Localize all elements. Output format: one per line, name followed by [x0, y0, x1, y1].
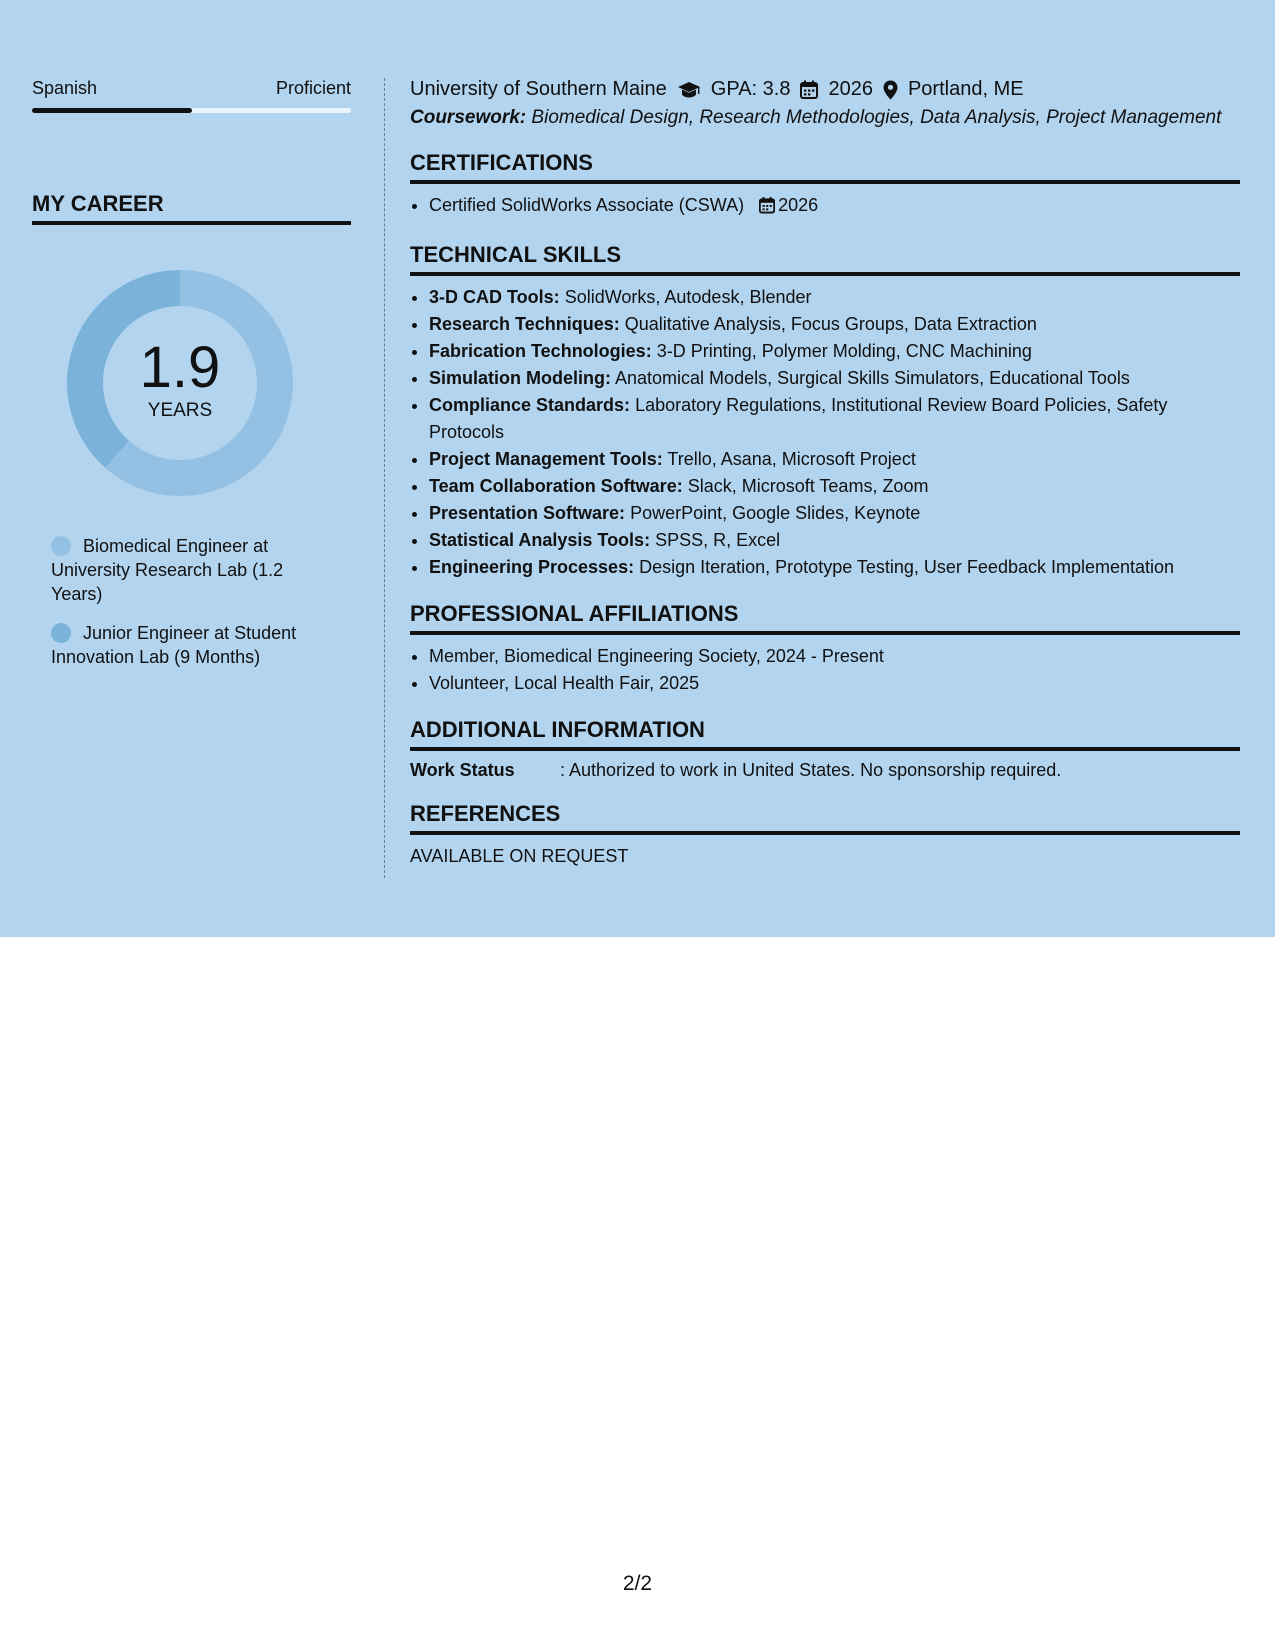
language-name: Spanish: [32, 78, 98, 98]
skill-label: Fabrication Technologies:: [429, 341, 652, 361]
skill-label: Project Management Tools:: [429, 449, 663, 469]
affiliation-item: • Member, Biomedical Engineering Society, 2024 - Present: [429, 643, 1240, 670]
map-pin-icon: [883, 80, 898, 100]
skills-list: [410, 284, 1240, 581]
education-school: University of Southern Maine: [410, 78, 667, 100]
skill-item: [429, 527, 1240, 554]
certifications-list: [410, 192, 1240, 222]
skill-label: Presentation Software:: [429, 503, 626, 523]
affiliations-heading: PROFESSIONAL AFFILIATIONS: [410, 601, 1240, 635]
column-divider: [384, 78, 385, 878]
language-proficiency-bar: [32, 108, 351, 113]
work-status-value: : Authorized to work in United States. No sponsorship required.: [560, 760, 1062, 780]
career-legend: [51, 534, 331, 669]
education-line: [410, 78, 1240, 101]
career-total-value: 1.9: [139, 335, 221, 400]
references-heading: REFERENCES: [410, 801, 1240, 835]
additional-info-heading: ADDITIONAL INFORMATION: [410, 717, 1240, 751]
calendar-icon: [759, 195, 775, 222]
skill-item: [429, 392, 1240, 446]
legend-dot-icon: [51, 623, 71, 643]
calendar-icon: [800, 80, 818, 99]
skill-label: 3-D CAD Tools:: [429, 287, 560, 307]
skill-item: [429, 284, 1240, 311]
education-gpa: GPA: 3.8: [710, 78, 791, 100]
skill-value: Laboratory Regulations, Institutional Review Board Policies, Safety Protocols: [429, 395, 1168, 442]
affiliation-item: • Volunteer, Local Health Fair, 2025: [429, 670, 1240, 697]
skills-heading: TECHNICAL SKILLS: [410, 242, 1240, 276]
skill-value: Trello, Asana, Microsoft Project: [667, 449, 916, 469]
skill-label: Team Collaboration Software:: [429, 476, 683, 496]
work-status-row: [410, 760, 1240, 781]
certification-name: Certified SolidWorks Associate (CSWA): [429, 195, 745, 215]
career-legend-label: Junior Engineer at Student Innovation Lab (9 Months): [51, 623, 297, 667]
education-location: Portland, ME: [907, 78, 1024, 100]
skill-item: [429, 500, 1240, 527]
skill-value: 3-D Printing, Polymer Molding, CNC Machining: [656, 341, 1032, 361]
legend-dot-icon: [51, 536, 71, 556]
skill-item: [429, 365, 1240, 392]
references-text: AVAILABLE ON REQUEST: [410, 846, 629, 866]
career-total-unit: YEARS: [147, 400, 213, 421]
skill-value: Anatomical Models, Surgical Skills Simulators, Educational Tools: [615, 368, 1130, 388]
page-number: 2/2: [622, 1572, 653, 1595]
career-legend-item: [51, 621, 331, 669]
career-donut-chart: [65, 268, 295, 498]
coursework-label: Coursework:: [410, 107, 527, 128]
skill-item: [429, 338, 1240, 365]
work-status-label: Work Status: [410, 760, 515, 780]
career-heading: MY CAREER: [32, 191, 351, 225]
graduation-cap-icon: [677, 81, 701, 99]
education-year: 2026: [828, 78, 873, 100]
coursework-value: Biomedical Design, Research Methodologies, Data Analysis, Project Management: [531, 107, 1222, 128]
career-legend-item: [51, 534, 331, 606]
certification-item: [429, 192, 1240, 222]
skill-item: [429, 554, 1240, 581]
skill-label: Engineering Processes:: [429, 557, 635, 577]
skill-label: Statistical Analysis Tools:: [429, 530, 651, 550]
certifications-heading: CERTIFICATIONS: [410, 150, 1240, 184]
skill-item: [429, 311, 1240, 338]
skill-value: SolidWorks, Autodesk, Blender: [564, 287, 812, 307]
skill-label: Research Techniques:: [429, 314, 620, 334]
skill-value: SPSS, R, Excel: [655, 530, 781, 550]
skill-label: Compliance Standards:: [429, 395, 631, 415]
skill-value: PowerPoint, Google Slides, Keynote: [630, 503, 921, 523]
skill-value: Qualitative Analysis, Focus Groups, Data Extraction: [624, 314, 1037, 334]
right-column: [410, 78, 1240, 867]
skill-item: [429, 473, 1240, 500]
career-legend-label: Biomedical Engineer at University Research Lab (1.2 Years): [51, 536, 284, 604]
language-proficiency-fill: [32, 108, 192, 113]
education-coursework: [410, 106, 1240, 130]
skill-value: Design Iteration, Prototype Testing, User Feedback Implementation: [639, 557, 1175, 577]
skill-label: Simulation Modeling:: [429, 368, 611, 388]
language-row: [32, 78, 351, 99]
language-level: Proficient: [275, 78, 351, 98]
left-column: [32, 78, 351, 684]
affiliations-list: [410, 643, 1240, 697]
certification-year: 2026: [778, 195, 819, 215]
skill-value: Slack, Microsoft Teams, Zoom: [687, 476, 929, 496]
skill-item: [429, 446, 1240, 473]
